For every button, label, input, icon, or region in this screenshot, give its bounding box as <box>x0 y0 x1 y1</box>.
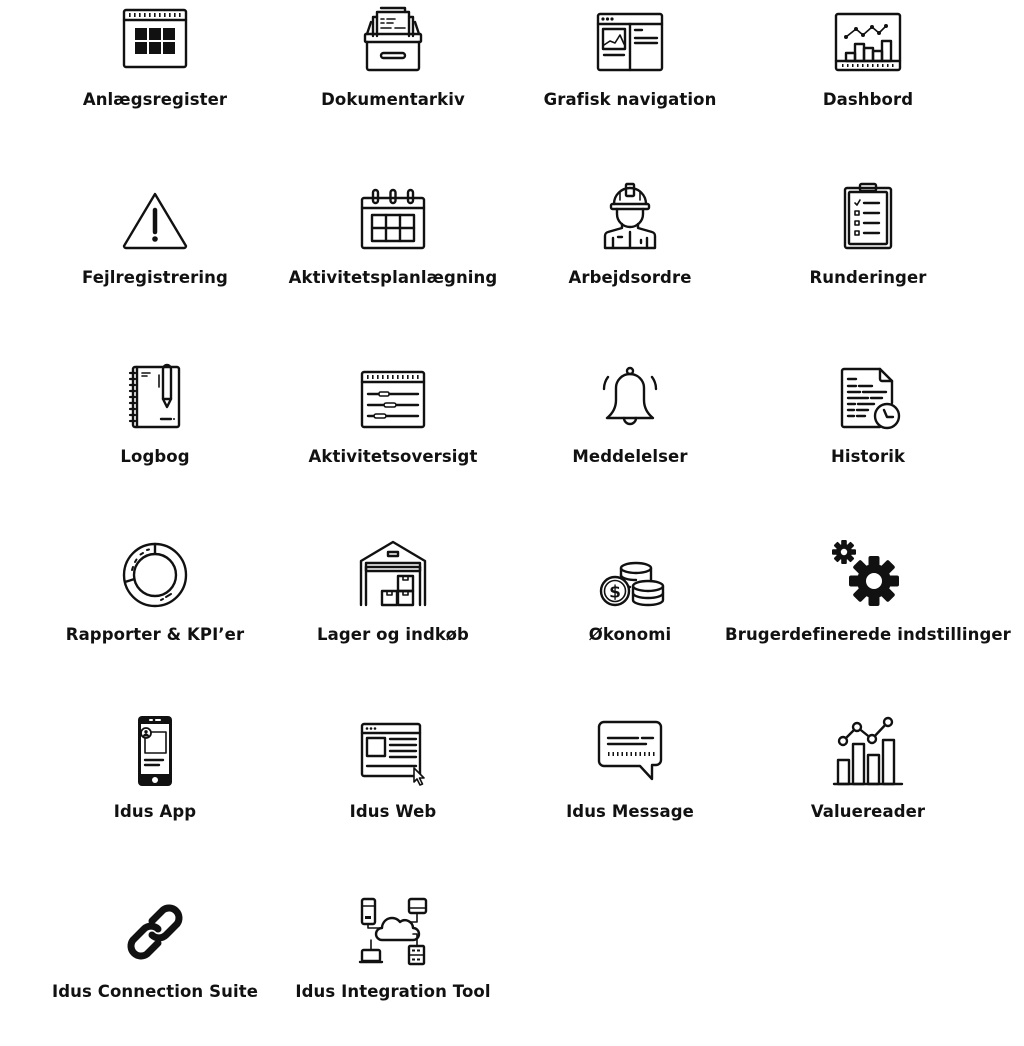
bell-icon <box>594 361 666 433</box>
chat-bubble-icon <box>594 716 666 788</box>
module-label: Fejlregistrering <box>82 268 228 287</box>
module-label: Anlægsregister <box>82 90 228 109</box>
module-label: Dokumentarkiv <box>321 90 465 109</box>
donut-report-icon <box>119 539 191 611</box>
module-tile-logbog[interactable] <box>36 361 274 511</box>
network-cloud-icon <box>357 896 429 968</box>
mobile-phone-icon <box>119 716 191 788</box>
module-label: Idus Integration Tool <box>295 982 491 1001</box>
module-tile-dashbord[interactable] <box>749 4 987 154</box>
warehouse-icon <box>357 539 429 611</box>
module-tile-anlaegsregister[interactable] <box>36 4 274 154</box>
module-label: Meddelelser <box>572 447 688 466</box>
module-tile-meddelelser[interactable] <box>511 361 749 511</box>
module-tile-runderinger[interactable] <box>749 182 987 332</box>
module-label: Arbejdsordre <box>568 268 692 287</box>
module-tile-idus-message[interactable] <box>511 716 749 866</box>
module-tile-brugerdefinerede-indstillinger[interactable] <box>725 539 1011 689</box>
module-tile-lager-og-indkoeb[interactable] <box>274 539 512 689</box>
worker-hardhat-icon <box>594 182 666 254</box>
module-label: Idus Message <box>566 802 694 821</box>
module-label: Dashbord <box>822 90 914 109</box>
module-tile-aktivitetsoversigt[interactable] <box>274 361 512 511</box>
module-label: Grafisk navigation <box>543 90 717 109</box>
module-label: Idus Connection Suite <box>51 982 258 1001</box>
module-label: Økonomi <box>588 625 672 644</box>
graphic-navigation-window-icon <box>594 4 666 76</box>
module-label: Lager og indkøb <box>317 625 469 644</box>
clipboard-checklist-icon <box>832 182 904 254</box>
svg-text:$: $ <box>609 582 621 603</box>
module-tile-historik[interactable] <box>749 361 987 511</box>
web-browser-cursor-icon <box>357 716 429 788</box>
module-label: Idus App <box>113 802 197 821</box>
module-tile-aktivitetsplanlaegning[interactable] <box>274 182 512 332</box>
module-label: Aktivitetsplanlægning <box>288 268 498 287</box>
module-tile-arbejdsordre[interactable] <box>511 182 749 332</box>
module-label: Logbog <box>120 447 190 466</box>
warning-triangle-icon <box>119 182 191 254</box>
gears-icon <box>832 539 904 611</box>
bar-line-chart-icon <box>832 716 904 788</box>
module-label: Runderinger <box>809 268 927 287</box>
module-tile-valuereader[interactable] <box>749 716 987 866</box>
module-tile-grafisk-navigation[interactable] <box>511 4 749 154</box>
module-label: Valuereader <box>810 802 926 821</box>
module-label: Historik <box>830 447 906 466</box>
module-tile-rapporter-kpi[interactable] <box>36 539 274 689</box>
module-tile-dokumentarkiv[interactable] <box>274 4 512 154</box>
module-tile-idus-web[interactable] <box>274 716 512 866</box>
module-label: Idus Web <box>349 802 437 821</box>
document-archive-drawer-icon <box>357 4 429 76</box>
module-label: Rapporter & KPI’er <box>65 625 245 644</box>
module-tile-fejlregistrering[interactable] <box>36 182 274 332</box>
document-clock-icon <box>832 361 904 433</box>
calendar-icon <box>357 182 429 254</box>
notebook-pen-icon <box>119 361 191 433</box>
dashboard-chart-icon <box>832 4 904 76</box>
module-label: Aktivitetsoversigt <box>308 447 478 466</box>
module-tile-idus-app[interactable] <box>36 716 274 866</box>
timeline-overview-icon <box>357 361 429 433</box>
asset-register-grid-icon <box>119 4 191 76</box>
coins-dollar-icon <box>594 539 666 611</box>
module-label: Brugerdefinerede indstillinger <box>725 625 1011 644</box>
module-tile-oekonomi[interactable] <box>511 539 749 689</box>
chain-link-icon <box>119 896 191 968</box>
